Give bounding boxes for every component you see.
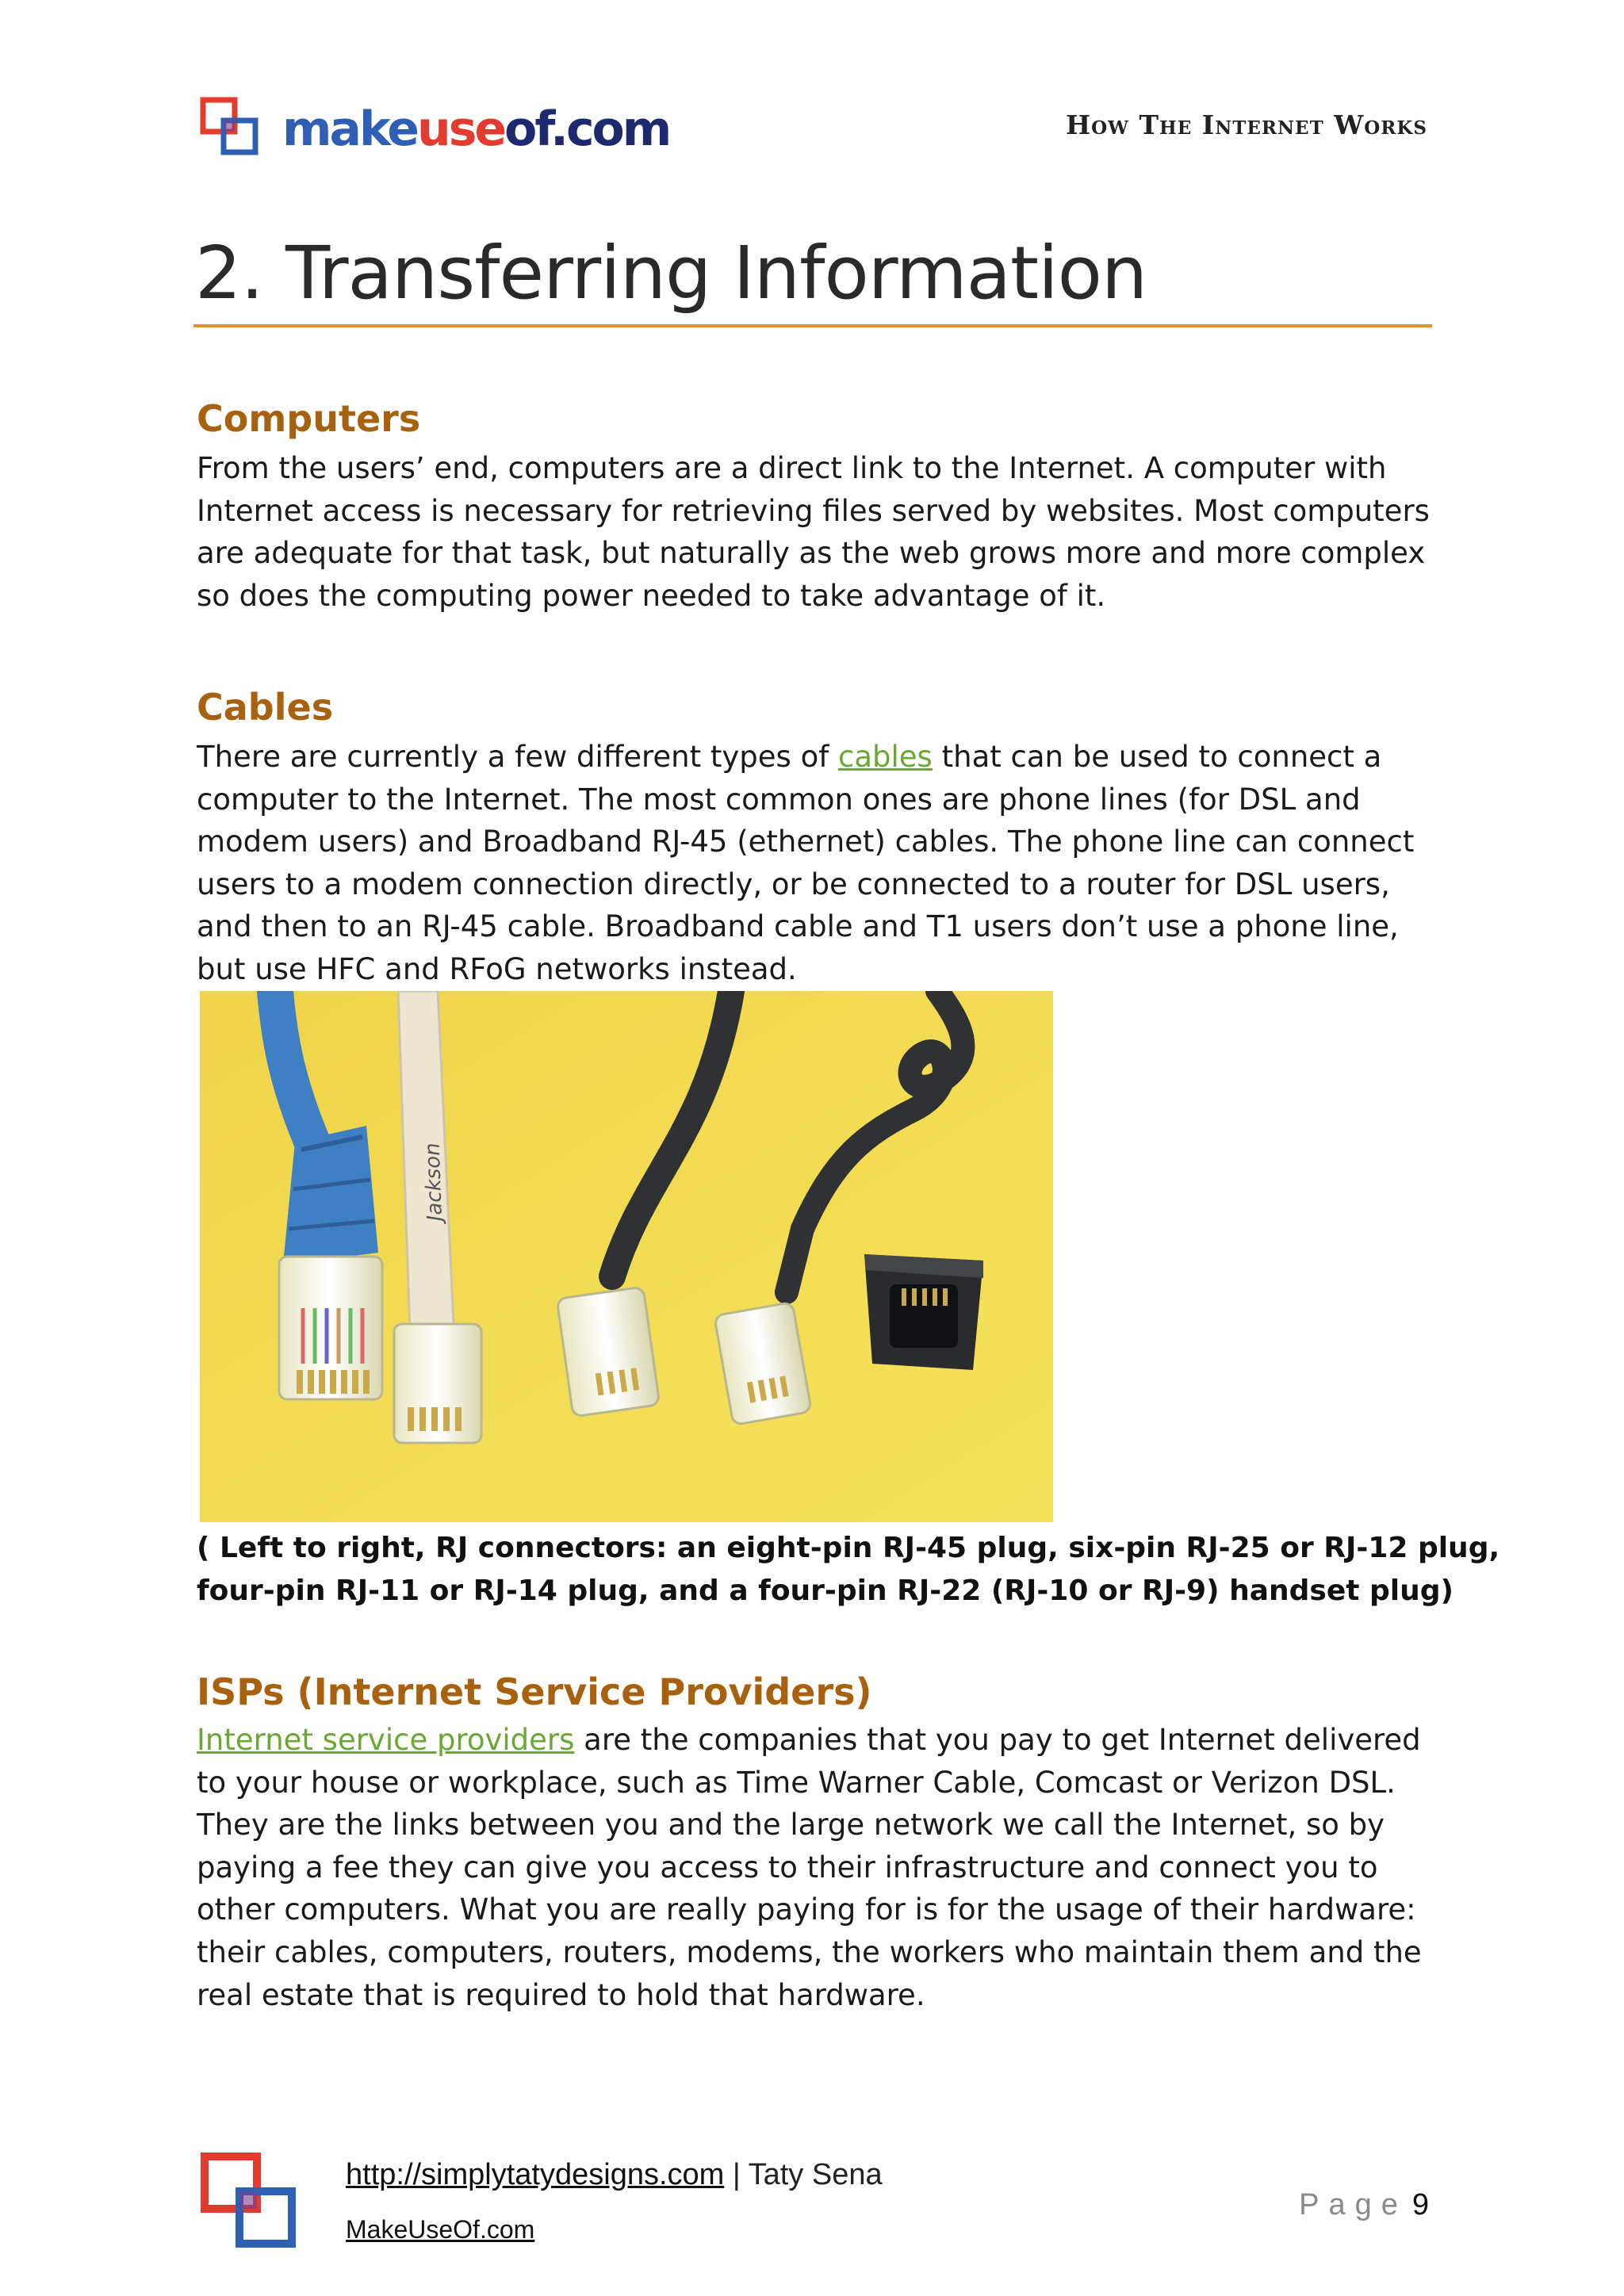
makeuseof-logo-icon [200,97,263,160]
text-line: to your house or workplace, such as Time Warner Cable, Comcast or Verizon DSL. [197,1765,1396,1800]
text-line [197,1719,1442,1762]
paragraph-computers [197,447,1442,617]
paragraph-isps [197,1719,1442,2016]
text-line: paying a fee they can give you access to their infrastructure and connect you to [197,1850,1378,1885]
text-line: but use HFC and RFoG networks instead. [197,951,797,986]
text-line: computer to the Internet. The most common ones are phone lines (for DSL and [197,782,1361,817]
text-line: and then to an RJ-45 cable. Broadband cable and T1 users don’t use a phone line, [197,909,1399,944]
photo-caption [197,1527,1500,1613]
title-rule [193,324,1432,327]
text-line: other computers. What you are really paying for is for the usage of their hardware: [197,1892,1416,1927]
running-head: How The Internet Works [1065,109,1427,140]
cable-print-text: Jackson [420,1142,447,1222]
text-fragment: that can be used to connect a [932,740,1382,774]
page-number-label [1299,2188,1429,2222]
paragraph-cables [197,736,1442,991]
text-line: modem users) and Broadband RJ-45 (ethernet) cables. The phone line can connect [197,825,1415,859]
text-line: are adequate for that task, but naturally as the web grows more and more complex [197,536,1426,571]
text-line: their cables, computers, routers, modems, the workers who maintain them and the [197,1934,1422,1969]
text-line: real estate that is required to hold that hardware. [197,1977,925,2012]
section-heading-cables: Cables [197,686,334,729]
footer-credit [346,2156,883,2193]
page-word: Page [1299,2188,1408,2221]
caption-line: ( Left to right, RJ connectors: an eight-pin RJ-45 plug, six-pin RJ-25 or RJ-12 plug, [197,1532,1500,1564]
text-line [197,736,1442,779]
text-fragment: are the companies that you pay to get Internet delivered [574,1723,1421,1757]
section-heading-isps: ISPs (Internet Service Providers) [197,1670,872,1713]
page-number: 9 [1411,2188,1429,2221]
section-heading-computers: Computers [197,397,421,440]
chapter-title: 2. Transferring Information [195,231,1147,316]
text-line: Internet access is necessary for retrieving files served by websites. Most computers [197,493,1430,528]
text-line: so does the computing power needed to take advantage of it. [197,578,1106,613]
caption-line: four-pin RJ-11 or RJ-14 plug, and a four-pin RJ-22 (RJ-10 or RJ-9) handset plug) [197,1575,1454,1607]
rj-connectors-photo [200,991,1053,1522]
footer-url-link[interactable]: http://simplytatydesigns.com [346,2158,725,2191]
footer-author: | Taty Sena [724,2158,883,2191]
footer-logo-icon [200,2152,300,2252]
footer-site-link[interactable]: MakeUseOf.com [346,2215,535,2244]
text-line: From the users’ end, computers are a direct link to the Internet. A computer with [197,451,1387,485]
cables-link[interactable]: cables [838,740,933,774]
text-line: users to a modem connection directly, or be connected to a router for DSL users, [197,867,1390,901]
makeuseof-logo-wordmark: makeuseof.com [282,101,670,157]
isp-link[interactable]: Internet service providers [197,1723,575,1757]
text-fragment: There are currently a few different types of [197,740,839,774]
text-line: They are the links between you and the large network we call the Internet, so by [197,1808,1385,1843]
